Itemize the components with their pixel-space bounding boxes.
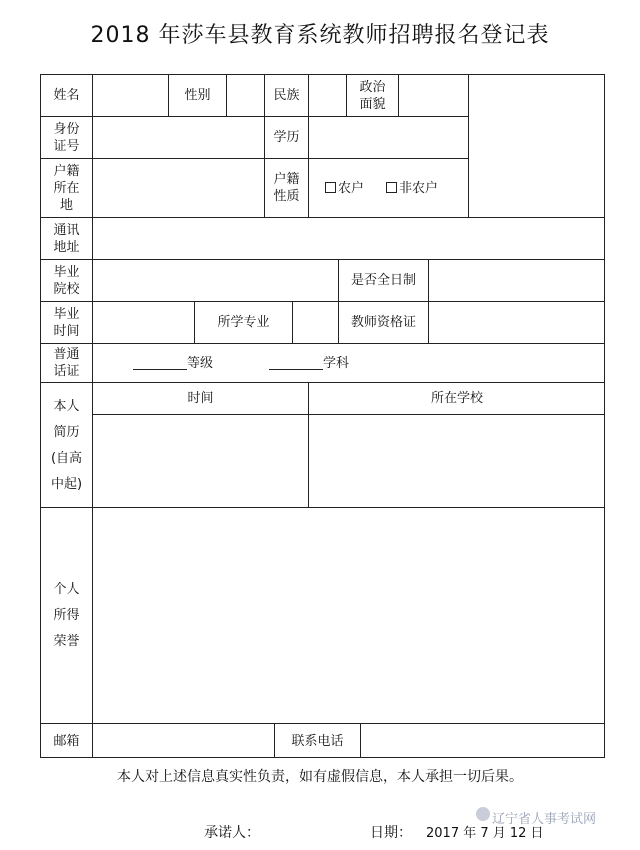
education-field[interactable] — [308, 116, 468, 158]
declaration-text: 本人对上述信息真实性负责，如有虚假信息，本人承担一切后果。 — [117, 769, 523, 785]
gender-field[interactable] — [226, 74, 264, 116]
id-label: 身份 证号 — [40, 116, 92, 158]
fulltime-field[interactable] — [428, 259, 605, 301]
date-label: 日期： — [370, 825, 412, 841]
honors-field[interactable] — [92, 507, 605, 723]
fulltime-label: 是否全日制 — [338, 259, 428, 301]
time-header: 时间 — [92, 382, 308, 414]
address-label: 通讯 地址 — [40, 217, 92, 259]
school-field[interactable] — [92, 259, 338, 301]
major-field[interactable] — [292, 301, 338, 343]
form-title: 2018 年莎车县教育系统教师招聘报名登记表 — [90, 23, 550, 48]
major-label: 所学专业 — [194, 301, 292, 343]
date-value: 2017 年 7 月 12 日 — [426, 826, 544, 841]
hukou-field[interactable] — [92, 158, 264, 217]
resume-school-field[interactable] — [308, 414, 605, 507]
political-field[interactable] — [398, 74, 468, 116]
checkbox-icon — [325, 182, 336, 193]
date-line — [370, 822, 544, 842]
level-label: 等级 — [187, 355, 214, 371]
id-field[interactable] — [92, 116, 264, 158]
ethnicity-field[interactable] — [308, 74, 346, 116]
checkbox-icon — [386, 182, 397, 193]
gender-label: 性别 — [168, 74, 226, 116]
name-field[interactable] — [92, 74, 168, 116]
level-blank[interactable] — [133, 356, 187, 370]
school-label: 毕业 院校 — [40, 259, 92, 301]
resume-time-field[interactable] — [92, 414, 308, 507]
honors-label: 个人 所得 荣誉 — [40, 507, 92, 723]
option-nonrural[interactable]: 非农户 — [386, 180, 438, 197]
wechat-logo-icon — [476, 807, 490, 821]
school-header: 所在学校 — [308, 382, 605, 414]
subject-label: 学科 — [323, 355, 350, 371]
option-rural[interactable]: 农户 — [325, 180, 364, 197]
photo-box[interactable] — [468, 74, 605, 217]
watermark: 辽宁省人事考试网 — [492, 812, 597, 827]
email-label: 邮箱 — [40, 723, 92, 758]
cert-label: 教师资格证 — [338, 301, 428, 343]
email-field[interactable] — [92, 723, 274, 758]
table-border-right — [604, 74, 605, 758]
phone-field[interactable] — [360, 723, 605, 758]
education-label: 学历 — [264, 116, 308, 158]
address-field[interactable] — [92, 217, 605, 259]
hukou-type-options — [308, 158, 468, 217]
subject-blank[interactable] — [269, 356, 323, 370]
mandarin-field[interactable] — [92, 343, 605, 382]
cert-field[interactable] — [428, 301, 605, 343]
table-border-bottom — [40, 757, 605, 758]
hukou-label: 户籍 所在 地 — [40, 158, 92, 217]
promisor-label: 承诺人： — [204, 825, 260, 841]
political-label: 政治 面貌 — [346, 74, 398, 116]
name-label: 姓名 — [40, 74, 92, 116]
phone-label: 联系电话 — [274, 723, 360, 758]
resume-label: 本人 简历 (自高 中起) — [40, 382, 92, 507]
ethnicity-label: 民族 — [264, 74, 308, 116]
gradtime-field[interactable] — [92, 301, 194, 343]
hukou-type-label: 户籍 性质 — [264, 158, 308, 217]
gradtime-label: 毕业 时间 — [40, 301, 92, 343]
mandarin-label: 普通 话证 — [40, 343, 92, 382]
